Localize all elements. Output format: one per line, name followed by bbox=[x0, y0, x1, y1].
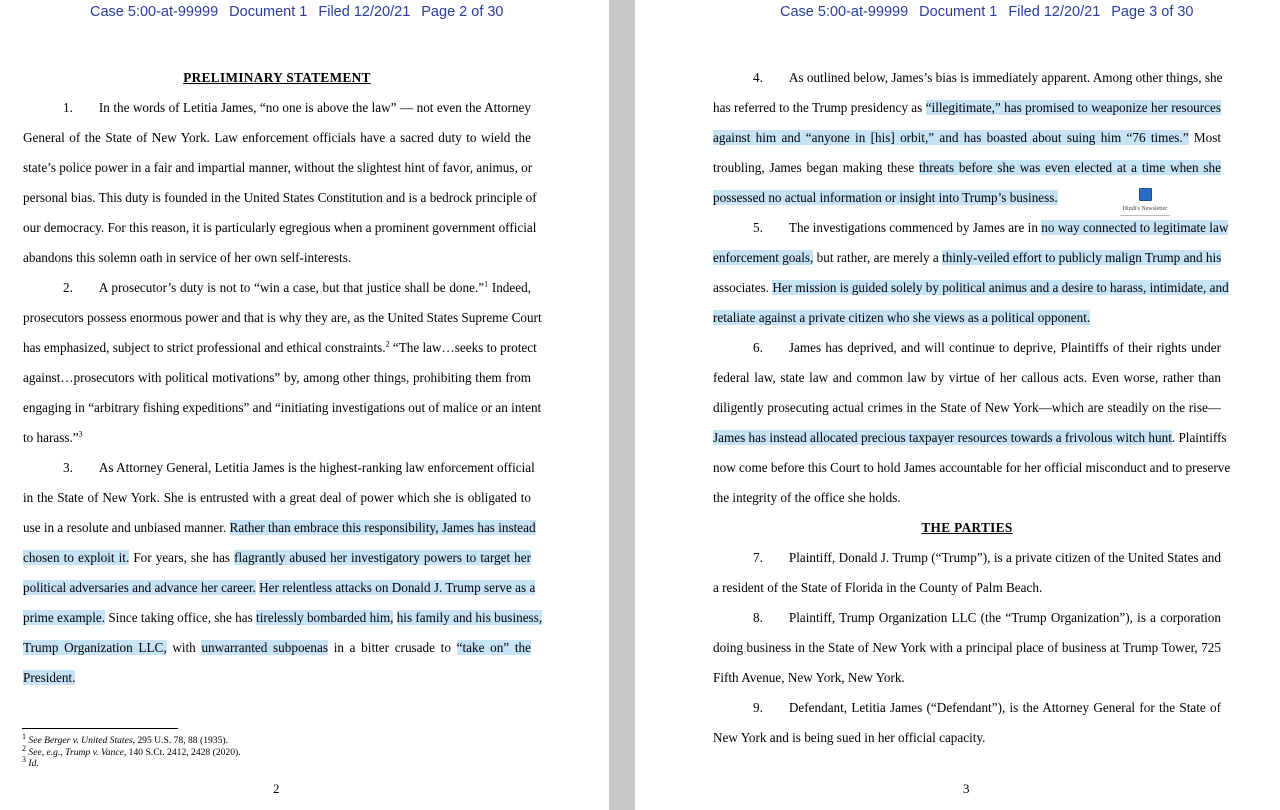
paragraph-4-line: against him and “anyone in [his] orbit,” and has boasted about suing him “76 times.” Most bbox=[713, 130, 1221, 145]
newsletter-watermark-text: Hindi's Newsletter bbox=[1122, 206, 1168, 212]
page-number: 2 bbox=[273, 781, 280, 796]
case-header-left bbox=[90, 4, 515, 20]
case-header-right bbox=[780, 4, 1205, 20]
paragraph-6-line: James has instead allocated precious taxpayer resources towards a frivolous witch hunt. Plaintiffs bbox=[713, 430, 1227, 445]
paragraph-6-line: 6. James has deprived, and will continue to deprive, Plaintiffs of their rights under bbox=[753, 340, 1221, 355]
paragraph-4-line: has referred to the Trump presidency as “illegitimate,” has promised to weaponize her resources bbox=[713, 100, 1222, 115]
case-number: Case 5:00-at-99999 bbox=[780, 4, 909, 20]
paragraph-9-line: New York and is being sued in her official capacity. bbox=[713, 730, 986, 745]
paragraph-8-line: Fifth Avenue, New York, New York. bbox=[713, 670, 905, 685]
highlight: Trump Organization LLC, bbox=[23, 640, 167, 655]
paragraph-5-line: associates. Her mission is guided solely by political animus and a desire to harass, intimidate, and bbox=[713, 280, 1229, 295]
footnotes bbox=[22, 731, 241, 770]
paragraph-1-line: state’s police power in a fair and impartial manner, without the slightest hint of favor, animus, or bbox=[23, 160, 533, 175]
highlight: prime example. bbox=[23, 610, 106, 625]
paragraph-1-line: abandons this solemn oath in service of her own self-interests. bbox=[23, 250, 352, 265]
paragraph-4-line: 4. As outlined below, James’s bias is immediately apparent. Among other things, she bbox=[753, 70, 1223, 85]
footnote-divider bbox=[22, 728, 178, 729]
paragraph-1-line: General of the State of New York. Law enforcement officials have a sacred duty to wield the bbox=[23, 130, 531, 145]
paragraph-3-line: Trump Organization LLC, with unwarranted subpoenas in a bitter crusade to “take on” the bbox=[23, 640, 531, 655]
filed-date: Filed 12/20/21 bbox=[318, 4, 411, 20]
paragraph-5-line: 5. The investigations commenced by James are in no way connected to legitimate law bbox=[753, 220, 1229, 235]
highlight: enforcement goals, bbox=[713, 250, 814, 265]
paragraph-3-line bbox=[23, 670, 531, 700]
document-number: Document 1 bbox=[229, 4, 308, 20]
paragraph-4-line: troubling, James began making these threats before she was even elected at a time when she bbox=[713, 160, 1221, 175]
paragraph-3-line: in the State of New York. She is entrusted with a great deal of power which she is obligated to bbox=[23, 490, 531, 505]
paragraph-9-line: 9. Defendant, Letitia James (“Defendant”), is the Attorney General for the State of bbox=[753, 700, 1221, 715]
paragraph-6-line: diligently prosecuting actual crimes in the State of New York—which are steadily on the rise— bbox=[713, 400, 1221, 415]
highlight: Her mission is guided solely by political animus and a desire to harass, intimidate, and bbox=[772, 280, 1229, 295]
page-of: Page 3 of 30 bbox=[1111, 4, 1194, 20]
paragraph-8-line: doing business in the State of New York with a principal place of business at Trump Tower, 725 bbox=[713, 640, 1221, 655]
right-document-page bbox=[635, 0, 1280, 810]
paragraph-3-line bbox=[23, 580, 536, 610]
paragraph-3-line: prime example. Since taking office, she has tirelessly bombarded him, his family and his business, bbox=[23, 610, 543, 625]
highlight: retaliate against a private citizen who she views as a political opponent. bbox=[713, 310, 1091, 325]
paragraph-6-line: federal law, state law and common law by virtue of her callous acts. Even worse, rather than bbox=[713, 370, 1221, 385]
highlight: no way connected to legitimate law bbox=[1041, 220, 1229, 235]
footnote-2: $^2$ See, e.g., Trump v. Vance, 140 S.Ct. 2412, 2428 (2020). bbox=[22, 743, 241, 758]
highlight: thinly-veiled effort to publicly malign Trump and his bbox=[942, 250, 1222, 265]
paragraph-2-line: against…prosecutors with political motivations” by, among other things, prohibiting them from bbox=[23, 370, 531, 385]
paragraph-7-line: 7. Plaintiff, Donald J. Trump (“Trump”), is a private citizen of the United States and bbox=[753, 550, 1221, 565]
highlight: his family and his business, bbox=[396, 610, 543, 625]
highlight: political adversaries and advance her career. bbox=[23, 580, 256, 595]
page-of: Page 2 of 30 bbox=[421, 4, 504, 20]
highlight: James has instead allocated precious taxpayer resources towards a frivolous witch hunt bbox=[713, 430, 1172, 445]
paragraph-1-line: 1. In the words of Letitia James, “no one is above the law” — not even the Attorney bbox=[63, 100, 531, 115]
case-number: Case 5:00-at-99999 bbox=[90, 4, 219, 20]
page-number: 3 bbox=[963, 781, 970, 796]
paragraph-2-line: to harass.”$^3$ bbox=[23, 429, 83, 445]
paragraph-2-line: 2. A prosecutor’s duty is not to “win a case, but that justice shall be done.”$^1$ Indeed, bbox=[63, 279, 531, 295]
preliminary-statement-heading: PRELIMINARY STATEMENT bbox=[183, 70, 371, 85]
highlight: possessed no actual information or insight into Trump’s business. bbox=[713, 190, 1058, 205]
footnote-1: $^1$ See Berger v. United States, 295 U.S. 78, 88 (1935). bbox=[22, 731, 228, 746]
left-document-page bbox=[0, 0, 609, 810]
paragraph-5-line: enforcement goals, but rather, are merely a thinly-veiled effort to publicly malign Trump and his bbox=[713, 250, 1222, 265]
right-body-text bbox=[713, 70, 1231, 760]
page-gutter bbox=[609, 0, 635, 810]
highlight: chosen to exploit it. bbox=[23, 550, 130, 565]
highlight: Her relentless attacks on Donald J. Trump serve as a bbox=[259, 580, 536, 595]
paragraph-3-line: 3. As Attorney General, Letitia James is the highest-ranking law enforcement official bbox=[63, 460, 535, 475]
highlight: “take on” the bbox=[456, 640, 531, 655]
paragraph-3-line: chosen to exploit it. For years, she has flagrantly abused her investigatory powers to target her bbox=[23, 550, 531, 565]
paragraph-7-line: a resident of the State of Florida in the County of Palm Beach. bbox=[713, 580, 1043, 595]
newsletter-watermark bbox=[1114, 188, 1176, 216]
paragraph-1-line: personal bias. This duty is founded in the United States Constitution and is a bedrock principle of bbox=[23, 190, 537, 205]
highlight: “illegitimate,” has promised to weaponize her resources bbox=[925, 100, 1222, 115]
highlight: threats before she was even elected at a time when she bbox=[918, 160, 1221, 175]
watermark-rule bbox=[1120, 215, 1170, 216]
highlight: flagrantly abused her investigatory powers to target her bbox=[234, 550, 531, 565]
newsletter-logo-icon bbox=[1139, 188, 1152, 201]
paragraph-3-line: use in a resolute and unbiased manner. Rather than embrace this responsibility, James has instead bbox=[23, 520, 536, 535]
footnote-3: $^3$ Id. bbox=[22, 754, 39, 769]
filed-date: Filed 12/20/21 bbox=[1008, 4, 1101, 20]
paragraph-6-line: the integrity of the office she holds. bbox=[713, 490, 901, 505]
highlight: President. bbox=[23, 670, 76, 685]
paragraph-2-line: has emphasized, subject to strict professional and ethical constraints.$^2$ “The law…seeks to protect bbox=[23, 339, 537, 355]
paragraph-6-line: now come before this Court to hold James accountable for her official misconduct and to preserve bbox=[713, 460, 1231, 475]
highlight: unwarranted subpoenas bbox=[201, 640, 328, 655]
highlight: against him and “anyone in [his] orbit,” and has boasted about suing him “76 times.” bbox=[713, 130, 1189, 145]
the-parties-heading: THE PARTIES bbox=[921, 520, 1013, 535]
document-number: Document 1 bbox=[919, 4, 998, 20]
paragraph-8-line: 8. Plaintiff, Trump Organization LLC (the “Trump Organization”), is a corporation bbox=[753, 610, 1221, 625]
left-body-text bbox=[23, 70, 543, 700]
paragraph-5-line bbox=[713, 310, 1221, 340]
highlight: tirelessly bombarded him, bbox=[256, 610, 394, 625]
paragraph-1-line: our democracy. For this reason, it is particularly egregious when a prominent government official bbox=[23, 220, 537, 235]
highlight: Rather than embrace this responsibility, James has instead bbox=[229, 520, 536, 535]
paragraph-2-line: prosecutors possess enormous power and that is why they are, as the United States Supreme Court bbox=[23, 310, 542, 325]
paragraph-2-line: engaging in “arbitrary fishing expeditions” and “initiating investigations out of malice or an intent bbox=[23, 400, 542, 415]
